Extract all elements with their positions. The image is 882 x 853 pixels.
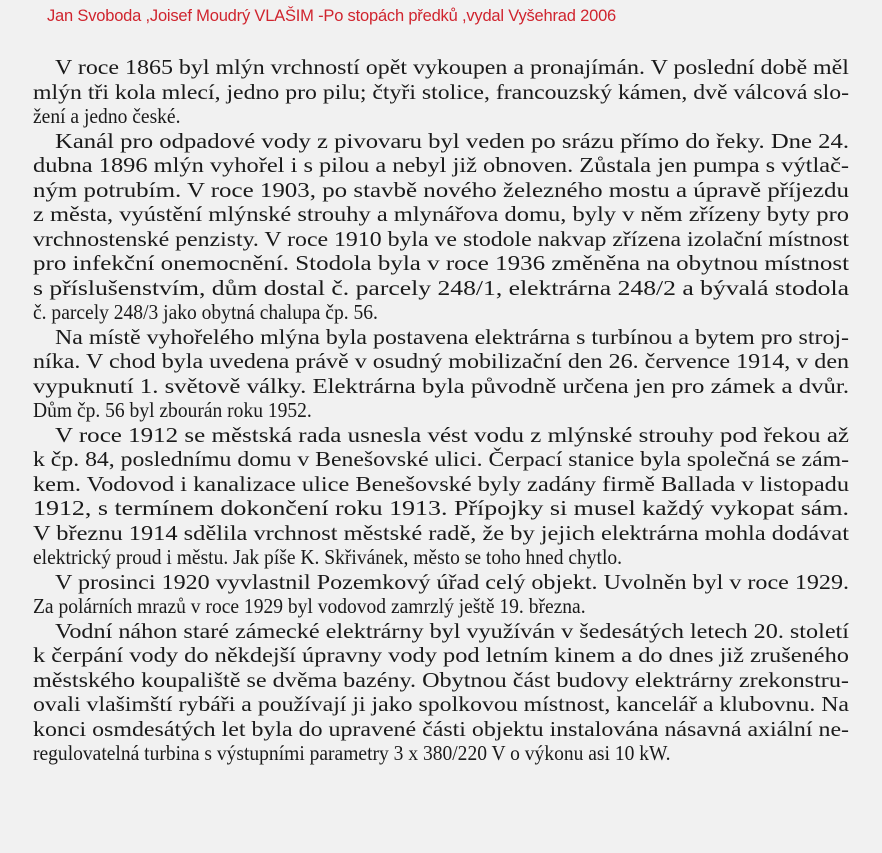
text-line: Za polárních mrazů v roce 1929 byl vodovod zamrzlý ještě 19. března. — [33, 594, 586, 618]
article-text — [33, 55, 849, 766]
text-line: č. parcely 248/3 jako obytná chalupa čp. 56. — [33, 300, 378, 324]
text-line: ovali vlašimští rybáři a používají ji jako spolkovou místnost, kancelář a klubovnu. Na — [33, 692, 849, 716]
text-line: ným potrubím. V roce 1903, po stavbě nového železného mostu a úpravě příjezdu — [33, 177, 850, 202]
text-line: kem. Vodovod i kanalizace ulice Benešovské byly zadány firmě Ballada v listopadu — [33, 471, 850, 496]
text-line: dubna 1896 mlýn vyhořel i s pilou a nebyl již obnoven. Zůstala jen pumpa s výtlač- — [33, 153, 850, 177]
text-line: k čerpání vody do někdejší úpravny vody pod letním kinem a do dnes již zrušeného — [33, 643, 849, 667]
text-line: městského koupaliště se dvěma bazény. Obytnou část budovy elektrárny zrekonstru- — [33, 667, 849, 692]
text-line: s příslušenstvím, dům dostal č. parcely 248/1, elektrárna 248/2 a bývalá stodola — [33, 275, 849, 300]
text-line: V roce 1912 se městská rada usnesla vést vodu z mlýnské strouhy pod řekou až — [55, 422, 850, 447]
text-line: Na místě vyhořelého mlýna byla postavena elektrárna s turbínou a bytem pro stroj- — [55, 324, 850, 349]
text-line: z města, vyústění mlýnské strouhy a mlynářova domu, byly v něm zřízeny byty pro — [33, 202, 850, 226]
text-line: regulovatelná turbina s výstupními parametry 3 x 380/220 V o výkonu asi 10 kW. — [33, 741, 671, 765]
text-line: Dům čp. 56 byl zbourán roku 1952. — [33, 398, 312, 422]
text-line: V březnu 1914 sdělila vrchnost městské radě, že by jejich elektrárna mohla dodávat — [33, 520, 849, 545]
source-citation: Jan Svoboda ,Joisef Moudrý VLAŠIM -Po stopách předků ,vydal Vyšehrad 2006 — [47, 7, 617, 25]
text-line: níka. V chod byla uvedena právě v osudný mobilizační den 26. července 1914, v den — [33, 349, 850, 373]
text-line: mlýn tři kola mlecí, jedno pro pilu; čtyři stolice, francouzský kámen, dvě válcová slo- — [33, 79, 850, 104]
text-line: Vodní náhon staré zámecké elektrárny byl využíván v šedesátých letech 20. století — [55, 618, 849, 643]
text-line: Kanál pro odpadové vody z pivovaru byl veden po srázu přímo do řeky. Dne 24. — [55, 128, 850, 153]
text-line: žení a jedno české. — [33, 104, 181, 128]
text-line: vypuknutí 1. světově války. Elektrárna byla původně určena jen pro zámek a dvůr. — [33, 373, 850, 398]
text-line: V roce 1865 byl mlýn vrchností opět vykoupen a pronajímán. V poslední době měl — [55, 55, 849, 79]
text-line: pro infekční onemocnění. Stodola byla v roce 1936 změněna na obytnou místnost — [33, 251, 850, 275]
text-line: elektrický proud i městu. Jak píše K. Skřivánek, město se toho hned chytlo. — [33, 545, 623, 569]
text-line: vrchnostenské penzisty. V roce 1910 byla ve stodole nakvap zřízena izolační místnost — [33, 226, 850, 251]
text-line: konci osmdesátých let byla do upravené části objektu instalována násavná axiální ne- — [33, 716, 850, 741]
text-line: 1912, s termínem dokončení roku 1913. Přípojky si musel každý vykopat sám. — [33, 496, 850, 520]
text-line: k čp. 84, poslednímu domu v Benešovské ulici. Čerpací stanice byla společná se zám- — [33, 447, 849, 471]
text-line: V prosinci 1920 vyvlastnil Pozemkový úřad celý objekt. Uvolněn byl v roce 1929. — [55, 569, 850, 594]
